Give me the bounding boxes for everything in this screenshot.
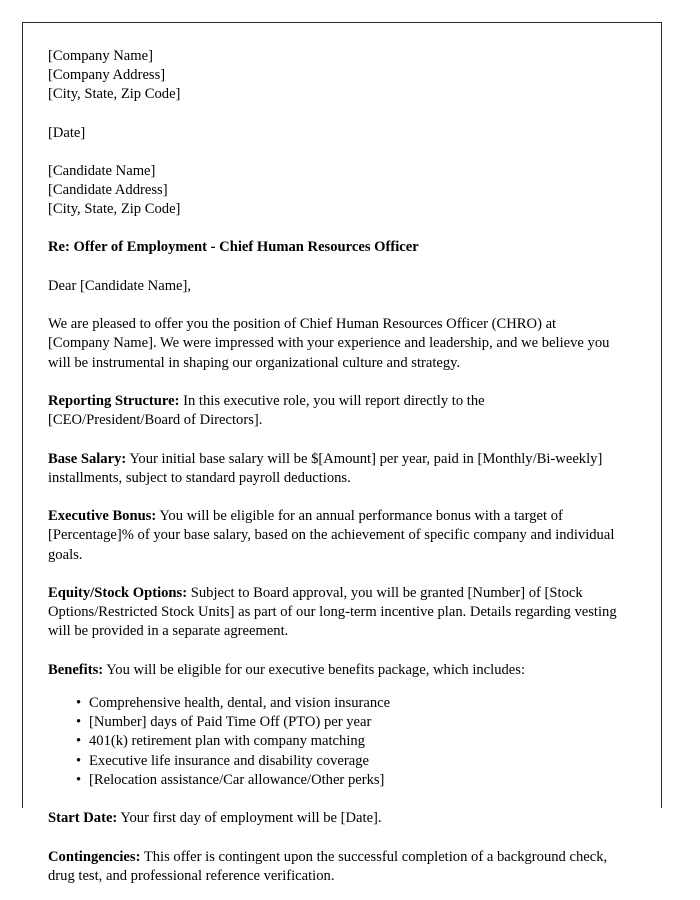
recipient-city-state-zip: [City, State, Zip Code] bbox=[48, 201, 181, 218]
section-text-start-date: Your first day of employment will be [Date]. bbox=[117, 810, 382, 827]
spacer-5 bbox=[48, 828, 620, 847]
date-block bbox=[48, 124, 620, 143]
recipient-candidate-name: [Candidate Name] bbox=[48, 162, 156, 179]
spacer-after-intro bbox=[48, 373, 620, 392]
spacer-after-subject bbox=[48, 258, 620, 277]
section-label-start-date: Start Date: bbox=[48, 810, 118, 827]
list-item: • Executive life insurance and disability coverage bbox=[89, 752, 620, 771]
spacer-after-salutation bbox=[48, 296, 620, 315]
section-text-reporting-structure: In this executive role, you will report directly to the [CEO/President/Board of Directors]. bbox=[48, 393, 485, 429]
spacer-1 bbox=[48, 430, 620, 449]
section-text-contingencies: This offer is contingent upon the successful completion of a background check, drug test, and professional reference verification. bbox=[48, 848, 608, 884]
section-label-reporting-structure: Reporting Structure: bbox=[48, 393, 180, 409]
letter-body bbox=[48, 47, 620, 886]
section-contingencies bbox=[48, 848, 620, 886]
spacer-before-list bbox=[48, 680, 620, 694]
list-item: • 401(k) retirement plan with company matching bbox=[89, 732, 620, 751]
spacer-3 bbox=[48, 565, 620, 584]
list-item: • Comprehensive health, dental, and vision insurance bbox=[89, 694, 620, 713]
intro-paragraph: We are pleased to offer you the position of Chief Human Resources Officer (CHRO) at [Company Name]. We were impressed with your experience and leadership, and we believe you will be instrumental in shaping our organizational culture and strategy. bbox=[48, 316, 610, 371]
sender-address-block bbox=[48, 47, 620, 105]
section-text-equity-stock-options: Subject to Board approval, you will be granted [Number] of [Stock Options/Restricted Stock Units] as part of our long-term incentive plan. Details regarding vesting will be provided in a separate agreement. bbox=[48, 584, 617, 640]
spacer-2 bbox=[48, 488, 620, 507]
list-item: • [Relocation assistance/Car allowance/Other perks] bbox=[89, 771, 620, 790]
recipient-address-block bbox=[48, 162, 620, 220]
document-page bbox=[22, 22, 662, 884]
sender-company-name: [Company Name] bbox=[48, 48, 153, 64]
section-label-executive-bonus: Executive Bonus: bbox=[48, 508, 157, 525]
salutation: Dear [Candidate Name], bbox=[48, 277, 192, 294]
spacer-4 bbox=[48, 642, 620, 661]
section-benefits bbox=[48, 661, 620, 680]
subject-line: Re: Offer of Employment - Chief Human Resources Officer bbox=[48, 239, 419, 256]
sender-city-state-zip: [City, State, Zip Code] bbox=[48, 86, 181, 103]
section-text-benefits: You will be eligible for our executive benefits package, which includes: bbox=[103, 661, 526, 678]
sender-company-address: [Company Address] bbox=[48, 67, 166, 84]
spacer-after-date bbox=[48, 143, 620, 162]
section-label-base-salary: Base Salary: bbox=[48, 450, 127, 467]
section-start-date bbox=[48, 809, 620, 828]
benefits-list bbox=[48, 694, 620, 790]
spacer-after-sender bbox=[48, 105, 620, 124]
section-text-base-salary: Your initial base salary will be $[Amount] per year, paid in [Monthly/Bi-weekly] installments, subject to standard payroll deductions. bbox=[48, 450, 603, 486]
section-reporting-structure bbox=[48, 392, 620, 430]
section-label-benefits: Benefits: bbox=[48, 661, 104, 678]
list-item: • [Number] days of Paid Time Off (PTO) per year bbox=[89, 713, 620, 732]
date-line: [Date] bbox=[48, 124, 86, 141]
section-equity-stock-options bbox=[48, 584, 620, 642]
section-label-contingencies: Contingencies: bbox=[48, 848, 141, 865]
spacer-after-list bbox=[48, 790, 620, 809]
section-label-equity-stock-options: Equity/Stock Options: bbox=[48, 584, 188, 601]
section-base-salary bbox=[48, 450, 620, 488]
section-text-executive-bonus: You will be eligible for an annual performance bonus with a target of [Percentage]% of your base salary, based on the achievement of specific company and individual goals. bbox=[48, 508, 615, 563]
section-executive-bonus bbox=[48, 507, 620, 565]
spacer-after-recipient bbox=[48, 219, 620, 238]
recipient-candidate-address: [Candidate Address] bbox=[48, 182, 168, 199]
